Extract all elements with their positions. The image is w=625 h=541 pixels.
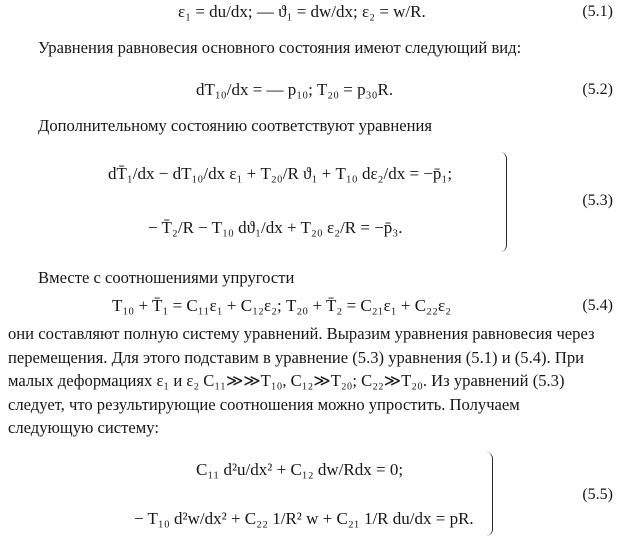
equation-5-5-line-1-text: C₁₁ d²u/dx² + C₁₂ dw/Rdx = 0; bbox=[196, 460, 404, 479]
equation-5-2 bbox=[196, 80, 393, 100]
equation-system-brace bbox=[496, 152, 507, 252]
equation-number-5-1: (5.1) bbox=[582, 3, 613, 20]
paragraph-4: они составляют полную систему уравнений. Выразим уравнения равновесия через перемещения. Для этого подставим в уравнение (5.3) уравнения (5.1) и (5.4). При малых деформациях ε₁ и ε₂ C₁₁≫≫T₁₀, C₁₂≫T₂₀; C₂₂≫T₂₀. Из уравнений (5.3) следует, что результирующие соотношения можно упростить. Получаем следующую систему: bbox=[8, 324, 595, 437]
equation-5-1-text: ε₁ = du/dx; — ϑ₁ = dw/dx; ε₂ = w/R. bbox=[178, 2, 426, 21]
equation-5-2-text: dT₁₀/dx = — p₁₀; T₂₀ = p₃₀R. bbox=[196, 80, 394, 99]
equation-5-5-line-1 bbox=[196, 460, 403, 480]
equation-5-1 bbox=[178, 2, 426, 22]
equation-5-5-line-2-text: − T₁₀ d²w/dx² + C₂₂ 1/R² w + C₂₁ 1/R du/dx = pR. bbox=[134, 509, 474, 528]
equation-5-4-text: T₁₀ + T̄₁ = C₁₁ε₁ + C₁₂ε₂; T₂₀ + T̄₂ = C₂₁ε₁ + C₂₂ε₂ bbox=[112, 296, 452, 315]
equation-5-4 bbox=[112, 296, 451, 316]
equation-number-5-3: (5.3) bbox=[582, 192, 613, 209]
equation-number-5-4: (5.4) bbox=[582, 297, 613, 314]
paragraph-3: Вместе с соотношениями упругости bbox=[38, 268, 295, 287]
equation-5-3-line-2 bbox=[148, 218, 403, 238]
equation-5-3-line-2-text: − T̄₂/R − T₁₀ dϑ₁/dx + T₂₀ ε₂/R = −p̄₃. bbox=[148, 218, 403, 237]
paragraph-1: Уравнения равновесия основного состояния имеют следующий вид: bbox=[38, 38, 522, 57]
equation-system-brace bbox=[482, 452, 493, 536]
equation-5-3-line-1 bbox=[108, 164, 452, 184]
equation-5-3-line-1-text: dT̄₁/dx − dT₁₀/dx ε₁ + T₂₀/R ϑ₁ + T₁₀ dε₂/dx = −p̄₁; bbox=[108, 164, 453, 183]
equation-5-5-line-2 bbox=[134, 509, 474, 529]
paragraph-2: Дополнительному состоянию соответствуют уравнения bbox=[38, 116, 433, 135]
equation-number-5-2: (5.2) bbox=[582, 81, 613, 98]
equation-number-5-5: (5.5) bbox=[582, 486, 613, 503]
